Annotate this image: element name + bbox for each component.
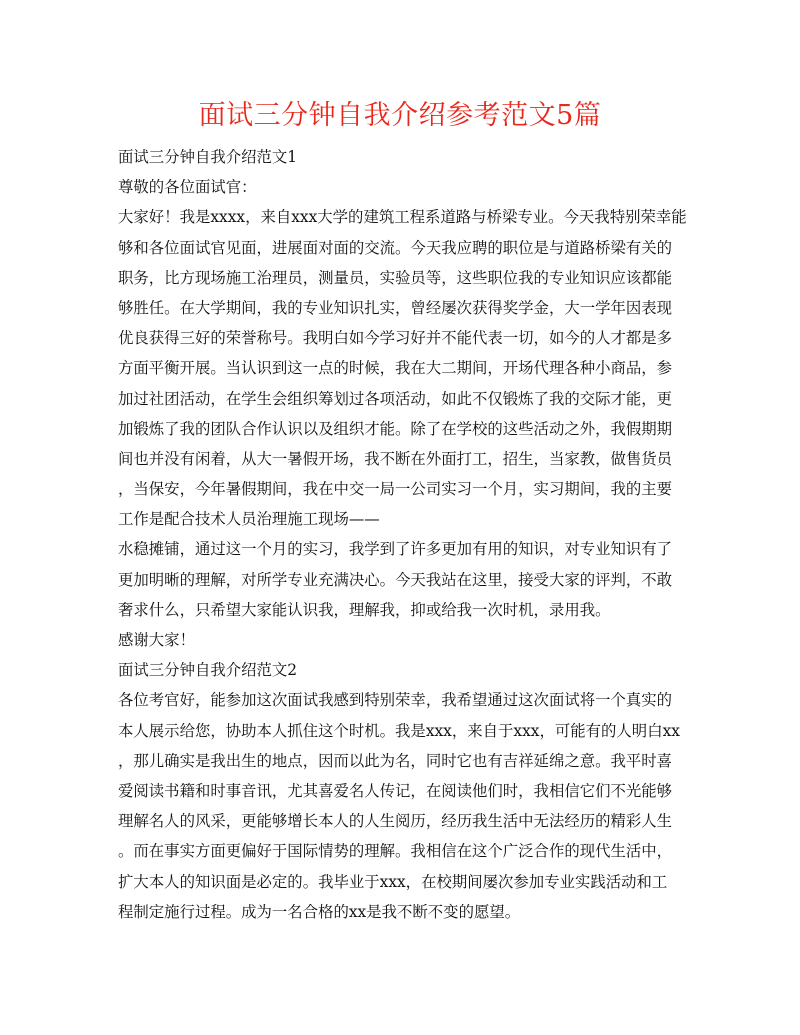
text-line: 加锻炼了我的团队合作认识以及组织才能。除了在学校的这些活动之外，我假期期 bbox=[118, 419, 673, 438]
text-line: 扩大本人的知识面是必定的。我毕业于xxx，在校期间屡次参加专业实践活动和工 bbox=[118, 872, 668, 891]
text-line: 面试三分钟自我介绍范文1 bbox=[118, 148, 298, 166]
text-line: 工作是配合技术人员治理施工现场—— bbox=[118, 510, 380, 529]
text-line: 加过社团活动，在学生会组织筹划过各项活动，如此不仅锻炼了我的交际才能，更 bbox=[118, 389, 673, 408]
text-line: 够和各位面试官见面，进展面对面的交流。今天我应聘的职位是与道路桥梁有关的 bbox=[118, 238, 673, 257]
text-line: 优良获得三好的荣誉称号。我明白如今学习好并不能代表一切，如今的人才都是多 bbox=[118, 329, 673, 348]
text-line: 水稳摊铺，通过这一个月的实习，我学到了许多更加有用的知识，对专业知识有了 bbox=[118, 540, 673, 559]
text-line: 更加明晰的理解，对所学专业充满决心。今天我站在这里，接受大家的评判，不敢 bbox=[118, 570, 673, 589]
text-line: 大家好！我是xxxx，来自xxx大学的建筑工程系道路与桥梁专业。今天我特别荣幸能 bbox=[118, 208, 687, 227]
text-line: 理解名人的风采，更能够增长本人的人生阅历，经历我生活中无法经历的精彩人生 bbox=[118, 812, 673, 831]
text-line: 面试三分钟自我介绍范文2 bbox=[118, 661, 298, 680]
text-line: 。而在事实方面更偏好于国际情势的理解。我相信在这个广泛合作的现代生活中， bbox=[118, 842, 673, 861]
text-line: 爱阅读书籍和时事音讯，尤其喜爱名人传记，在阅读他们时，我相信它们不光能够 bbox=[118, 781, 673, 800]
text-line: 够胜任。在大学期间，我的专业知识扎实，曾经屡次获得奖学金，大一学年因表现 bbox=[118, 298, 673, 317]
text-line: ，那儿确实是我出生的地点，因而以此为名，同时它也有吉祥延绵之意。我平时喜 bbox=[118, 751, 673, 770]
text-line: 尊敬的各位面试官： bbox=[118, 178, 257, 197]
text-line: 奢求什么，只希望大家能认识我，理解我，抑或给我一次时机，录用我。 bbox=[118, 600, 611, 619]
text-line: 各位考官好，能参加这次面试我感到特别荣幸，我希望通过这次面试将一个真实的 bbox=[118, 691, 673, 710]
document-title: 面试三分钟自我介绍参考范文5篇 bbox=[198, 100, 602, 131]
text-line: 感谢大家！ bbox=[118, 631, 195, 649]
text-line: 间也并没有闲着，从大一暑假开场，我不断在外面打工，招生，当家教，做售货员 bbox=[118, 449, 673, 468]
text-line: 本人展示给您，协助本人抓住这个时机。我是xxx，来自于xxx，可能有的人明白xx bbox=[118, 721, 680, 740]
text-line: ，当保安，今年暑假期间，我在中交一局一公司实习一个月，实习期间，我的主要 bbox=[118, 480, 673, 499]
document-body bbox=[118, 142, 693, 927]
text-line: 职务，比方现场施工治理员，测量员，实验员等，这些职位我的专业知识应该都能 bbox=[118, 268, 673, 287]
text-line: 程制定施行过程。成为一名合格的xx是我不断不变的愿望。 bbox=[118, 902, 521, 921]
text-line: 方面平衡开展。当认识到这一点的时候，我在大二期间，开场代理各种小商品，参 bbox=[118, 359, 673, 378]
